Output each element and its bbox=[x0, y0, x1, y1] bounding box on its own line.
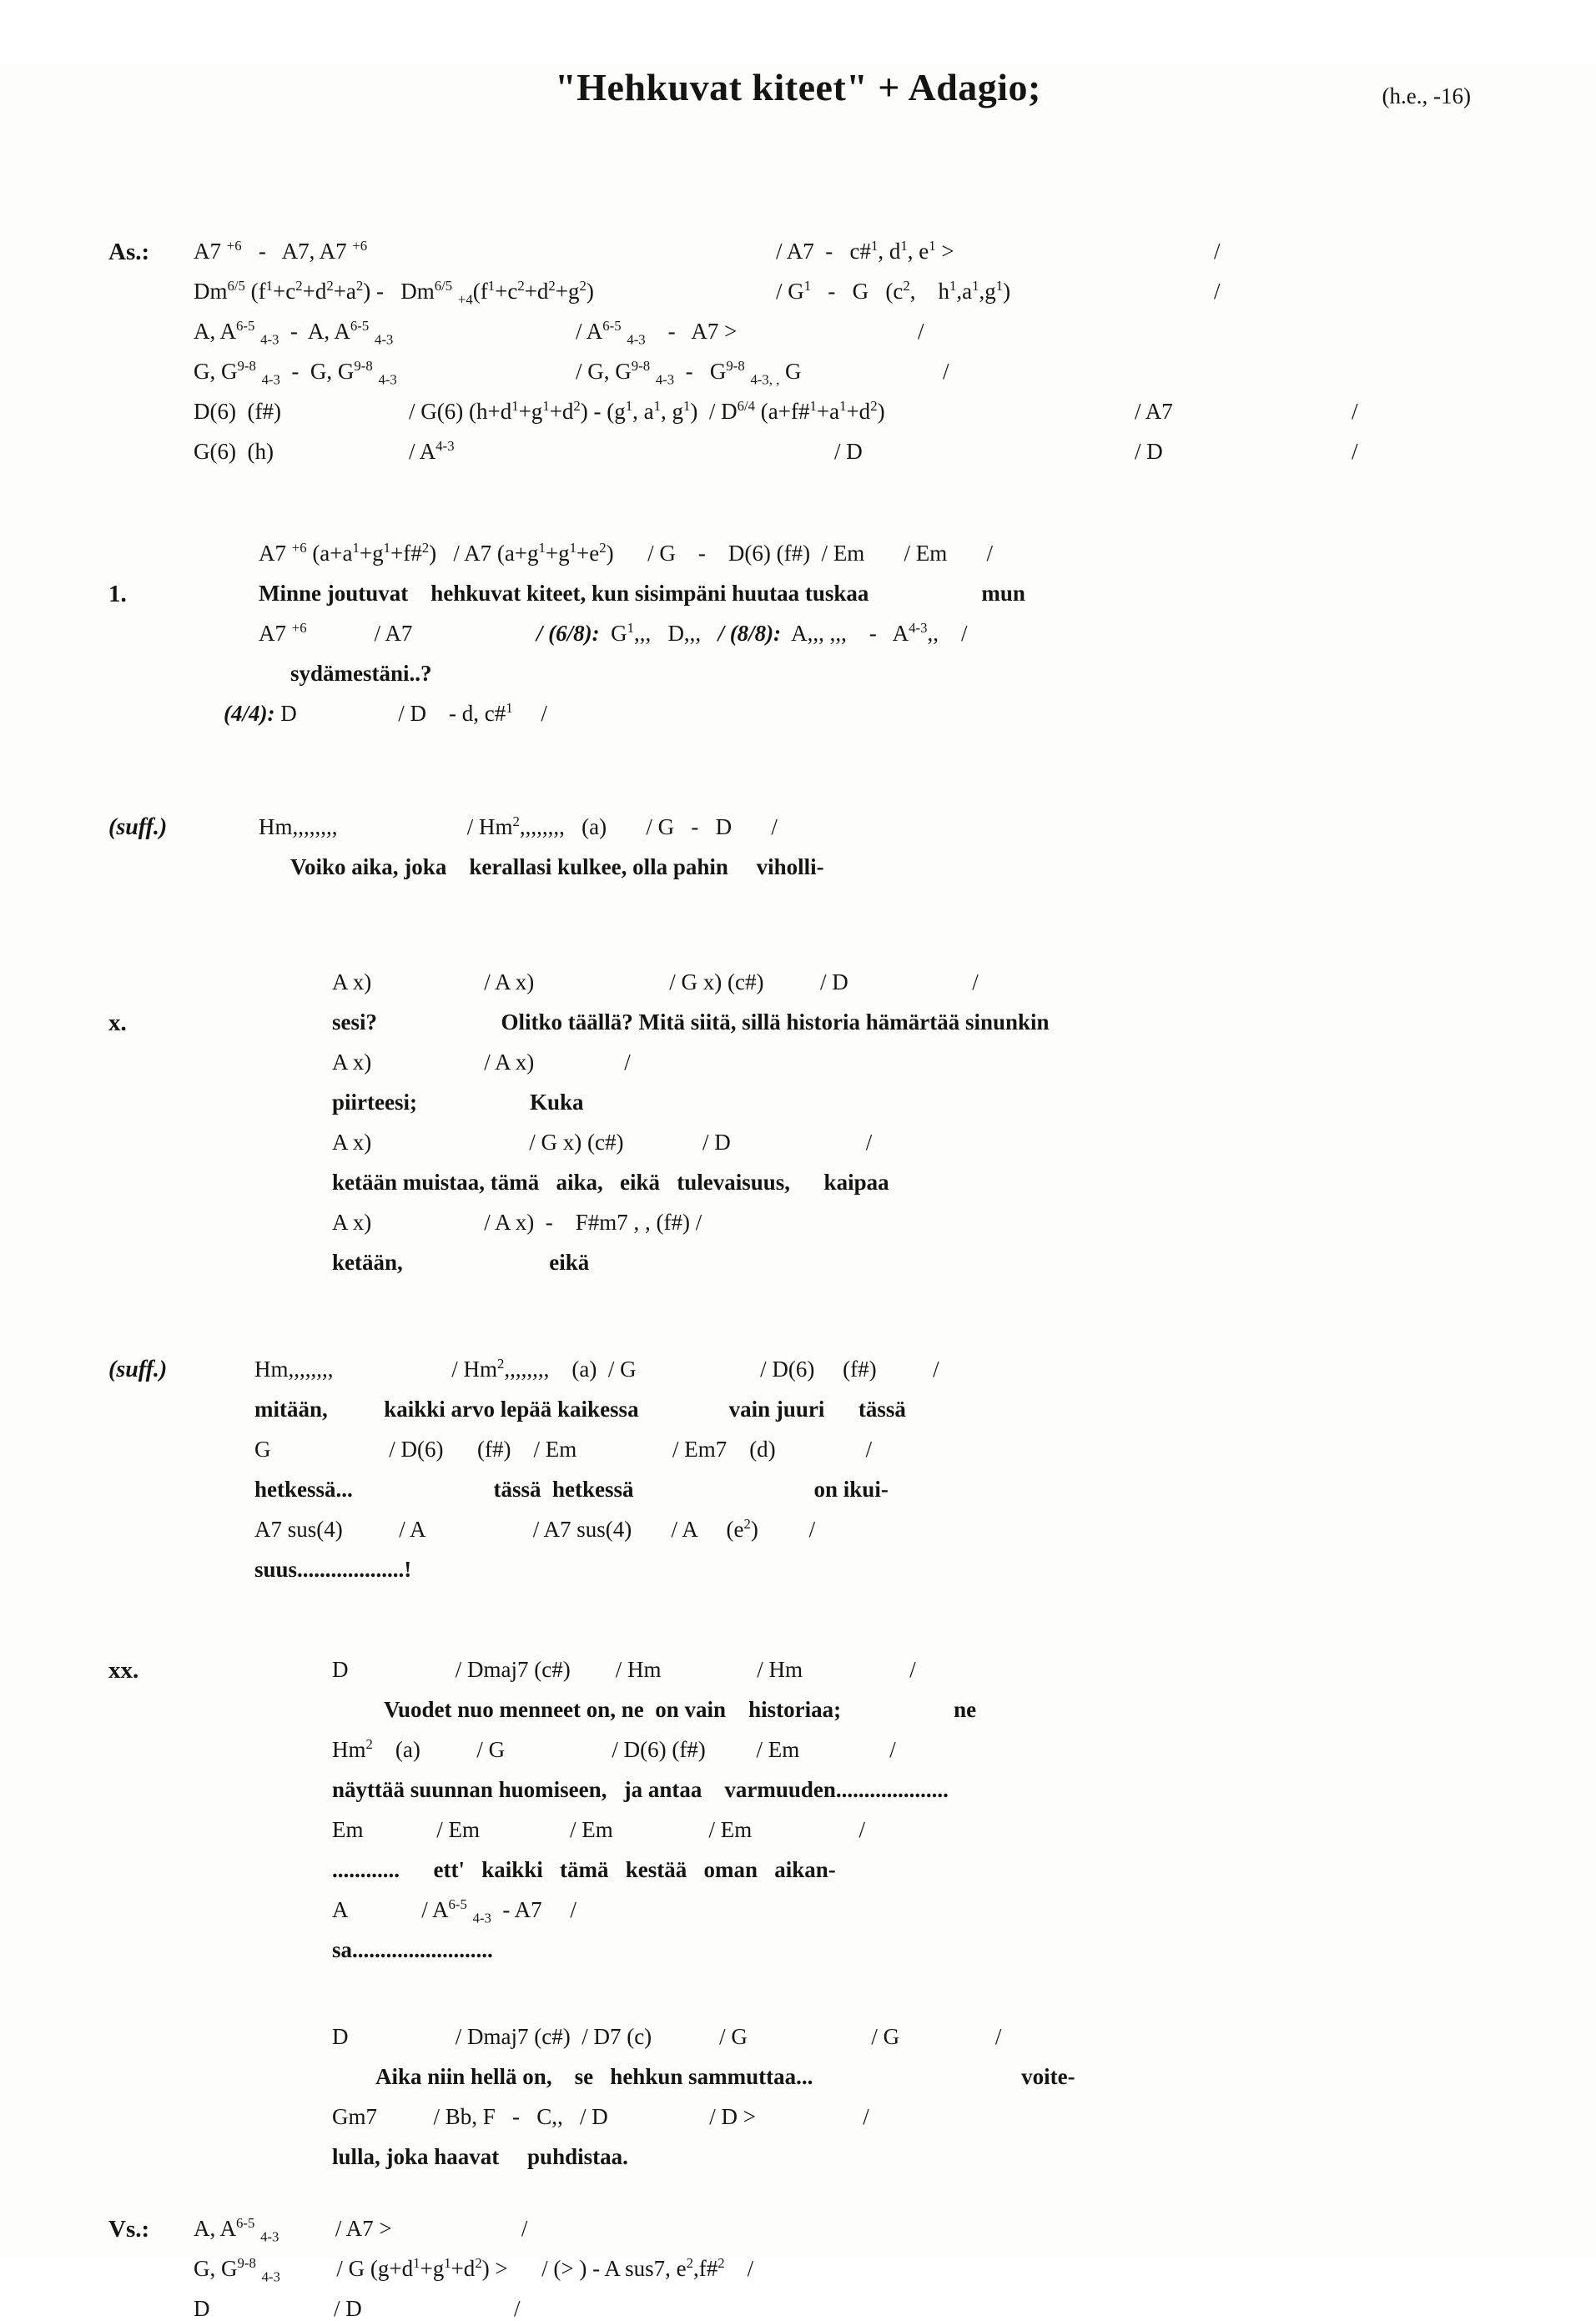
intro-line-6-rest: / $A^{4-3}$ bbox=[409, 438, 455, 464]
suff2-row-1-lyric: hetkessä... tässä hetkessä on ikui- bbox=[254, 1477, 889, 1502]
intro-line-1-rest: / A7 - c#$^1$, $d^1$, $e^1$ > bbox=[776, 238, 954, 264]
intro-line-6-tail2: / D bbox=[1135, 439, 1163, 464]
verse1-line3-chords: (4/4): D / D - d, c#$^1$ / bbox=[224, 700, 547, 726]
section-label-xx: xx. bbox=[108, 1657, 139, 1684]
intro-line-6-tail3: / bbox=[1352, 439, 1358, 464]
x-row-2-chords: A x) / G x) (c#) / D / bbox=[332, 1130, 873, 1155]
section-label-verse1: 1. bbox=[108, 581, 127, 607]
verse1-line1-lyric: Minne joutuvat hehkuvat kiteet, kun sisimpäni huutaa tuskaa mun bbox=[259, 581, 1025, 606]
page-title: "Hehkuvat kiteet" + Adagio; bbox=[555, 66, 1041, 108]
intro-line-3-rest: / $A^{6-5}$ $_{4-3}$ - A7 > bbox=[576, 318, 738, 348]
suff2-row-0-chords: Hm,,,,,,,, / Hm$^2$,,,,,,,, (a) / G / D(6) (f#) / bbox=[254, 1356, 939, 1382]
vs-row-0-chords: A, $A^{6-5}$ $_{4-3}$ / A7 > / bbox=[194, 2215, 528, 2245]
document-note: (h.e., -16) bbox=[1382, 83, 1471, 108]
xx-row-3-lyric: sa......................... bbox=[332, 1937, 493, 1962]
xx-row-0-lyric: Vuodet nuo menneet on, ne on vain historiaa; ne bbox=[384, 1697, 977, 1722]
verse1-line2-lyric: sydämestäni..? bbox=[290, 661, 432, 686]
intro-line-3-chords: A, $A^{6-5}$ $_{4-3}$ - A, $A^{6-5}$ $_{4-3}$ bbox=[194, 318, 394, 348]
intro-line-5-chords: D(6) (f#) bbox=[194, 399, 281, 424]
intro-line-4-tail: / bbox=[943, 359, 949, 384]
xx-row-1-chords: Hm$^2$ (a) / G / D(6) (f#) / Em / bbox=[332, 1736, 896, 1762]
suff2-row-1-chords: G / D(6) (f#) / Em / Em7 (d) / bbox=[254, 1437, 873, 1462]
x-row-0-chords: A x) / A x) / G x) (c#) / D / bbox=[332, 969, 979, 994]
intro-line-5-rest: / G(6) $(h+d^1+g^1+d^2) - (g^1$, $a^1$, $g^1) / D^{6/4}$ $(a+f\#^1+a^1+d^2)$ bbox=[409, 398, 885, 424]
intro-line-2-rest: / $G^1$ - G ($c^2$, $h^1,a^1,g^1$) bbox=[776, 278, 1011, 304]
vs-row-2-chords: D / D / bbox=[194, 2296, 521, 2321]
vs-row-1-chords: G, $G^{9-8}$ $_{4-3}$ / G $(g+d^1+g^1+d^2)$ > / (> ) - A sus7, $e^2,f\#^2$ / bbox=[194, 2255, 754, 2285]
x-row-1-lyric: piirteesi; Kuka bbox=[332, 1090, 584, 1115]
verse1-line1-chords: A7 $^{+6}$ $(a+a^1+g^1+f\#^2) / A7$ $(a+g^1+g^1+e^2)$ / G - D(6) (f#) / Em / Em / bbox=[259, 540, 994, 566]
last-row-1-lyric: lulla, joka haavat puhdistaa. bbox=[332, 2144, 628, 2169]
document-page bbox=[0, 65, 1596, 2321]
xx-row-2-chords: Em / Em / Em / Em / bbox=[332, 1817, 865, 1842]
intro-line-5-tail2: / bbox=[1352, 399, 1358, 424]
intro-line-4-rest: / G, $G^{9-8}$ $_{4-3} - G^{9-8}$ $_{4-3, ,}$ G bbox=[576, 358, 802, 388]
intro-line-3-tail: / bbox=[918, 319, 924, 344]
intro-line-1-chords: A7 $^{+6}$ - A7, A7 $^{+6}$ bbox=[194, 238, 368, 264]
x-row-3-lyric: ketään, eikä bbox=[332, 1250, 590, 1275]
intro-line-2-tail: / bbox=[1214, 279, 1221, 304]
intro-line-5-tail: / A7 bbox=[1135, 399, 1173, 424]
suff1-line1-lyric: Voiko aika, joka kerallasi kulkee, olla pahin viholli- bbox=[290, 854, 824, 879]
title-row bbox=[0, 65, 1596, 157]
intro-line-2-chords: $Dm^{6/5}$ $(f^1+c^2+d^2+a^2) - Dm^{6/5}$ $_{+4}(f^1+c^2+d^2+g^2)$ bbox=[194, 278, 594, 308]
suff2-row-0-lyric: mitään, kaikki arvo lepää kaikessa vain juuri tässä bbox=[254, 1397, 906, 1422]
verse1-line2-chords: A7 $^{+6}$ / A7 / (6/8): $G^1$,,, D,,, / (8/8): A,,, ,,, - $A^{4-3}$,, / bbox=[259, 620, 968, 646]
section-label-vs: Vs.: bbox=[108, 2216, 150, 2243]
section-label-intro: As.: bbox=[108, 239, 150, 265]
xx-row-3-chords: A / $A^{6-5}$ $_{4-3}$ - A7 / bbox=[332, 1896, 576, 1926]
section-label-x: x. bbox=[108, 1009, 127, 1036]
intro-line-6-tail: / D bbox=[834, 439, 863, 464]
suff2-row-2-lyric: suus...................! bbox=[254, 1557, 412, 1582]
x-row-2-lyric: ketään muistaa, tämä aika, eikä tulevaisuus, kaipaa bbox=[332, 1170, 889, 1195]
suff1-line1-chords: Hm,,,,,,,, / Hm$^2$,,,,,,,, (a) / G - D / bbox=[259, 813, 778, 839]
last-row-0-chords: D / Dmaj7 (c#) / D7 (c) / G / G / bbox=[332, 2024, 1002, 2049]
intro-line-6-chords: G(6) (h) bbox=[194, 439, 274, 464]
intro-line-4-chords: G, $G^{9-8}$ $_{4-3}$ - G, $G^{9-8}$ $_{4-3}$ bbox=[194, 358, 397, 388]
suff2-row-2-chords: A7 sus(4) / A / A7 sus(4) / A $(e^2)$ / bbox=[254, 1516, 816, 1542]
x-row-1-chords: A x) / A x) / bbox=[332, 1050, 631, 1075]
last-row-1-chords: Gm7 / Bb, F - C,, / D / D > / bbox=[332, 2104, 869, 2129]
section-label-suff2: (suff.) bbox=[108, 1357, 168, 1382]
xx-row-2-lyric: ............ ett' kaikki tämä kestää oman aikan- bbox=[332, 1857, 836, 1882]
xx-row-1-lyric: näyttää suunnan huomiseen, ja antaa varmuuden.................... bbox=[332, 1777, 949, 1802]
intro-line-1-tail: / bbox=[1214, 239, 1221, 264]
last-row-0-lyric: Aika niin hellä on, se hehkun sammuttaa... voite- bbox=[375, 2064, 1075, 2089]
section-label-suff1: (suff.) bbox=[108, 814, 168, 840]
x-row-3-chords: A x) / A x) - F#m7 , , (f#) / bbox=[332, 1210, 702, 1235]
xx-row-0-chords: D / Dmaj7 (c#) / Hm / Hm / bbox=[332, 1657, 916, 1682]
x-row-0-lyric: sesi? Olitko täällä? Mitä siitä, sillä historia hämärtää sinunkin bbox=[332, 1009, 1050, 1035]
